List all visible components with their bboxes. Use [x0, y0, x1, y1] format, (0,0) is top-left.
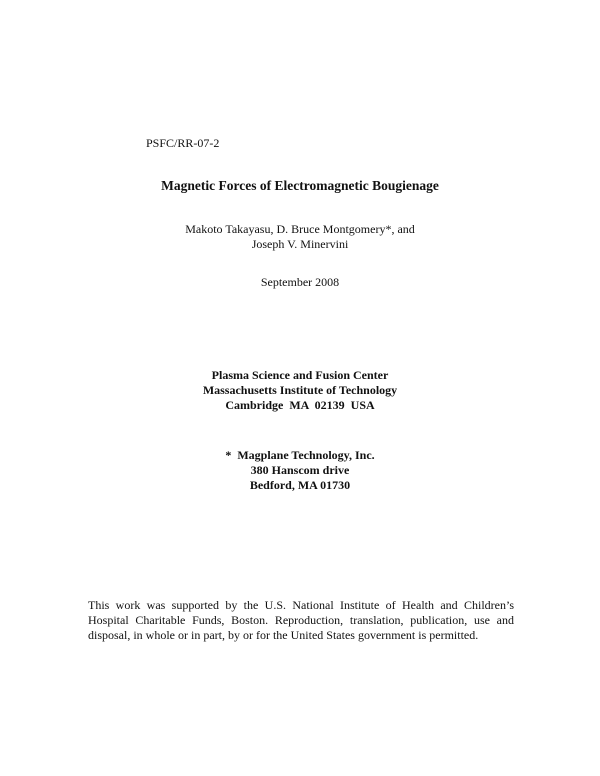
document-title: Magnetic Forces of Electromagnetic Bougienage: [161, 178, 439, 193]
affiliation-address: Cambridge MA 02139 USA: [225, 398, 375, 412]
author-line-2: Joseph V. Minervini: [251, 237, 349, 251]
author-line-1: Makoto Takayasu, D. Bruce Montgomery*, and: [185, 222, 415, 236]
affiliation-center-name: Plasma Science and Fusion Center: [211, 368, 389, 382]
report-number: PSFC/RR-07-2: [146, 136, 220, 150]
company-city: Bedford, MA 01730: [249, 478, 351, 492]
publication-date: September 2008: [260, 275, 340, 289]
company-street: 380 Hanscom drive: [250, 463, 350, 477]
funding-statement: This work was supported by the U.S. National Institute of Health and Children’s Hospital Charitable Funds, Boston. Reproduction, translation, publication, use and disposal, in whole or in part, by or for the United States government is permitted.: [88, 598, 514, 642]
company-name: * Magplane Technology, Inc.: [225, 448, 375, 462]
affiliation-institution: Massachusetts Institute of Technology: [202, 383, 398, 397]
author-list: [0, 222, 600, 252]
primary-affiliation: [0, 368, 600, 413]
secondary-affiliation: [0, 448, 600, 493]
